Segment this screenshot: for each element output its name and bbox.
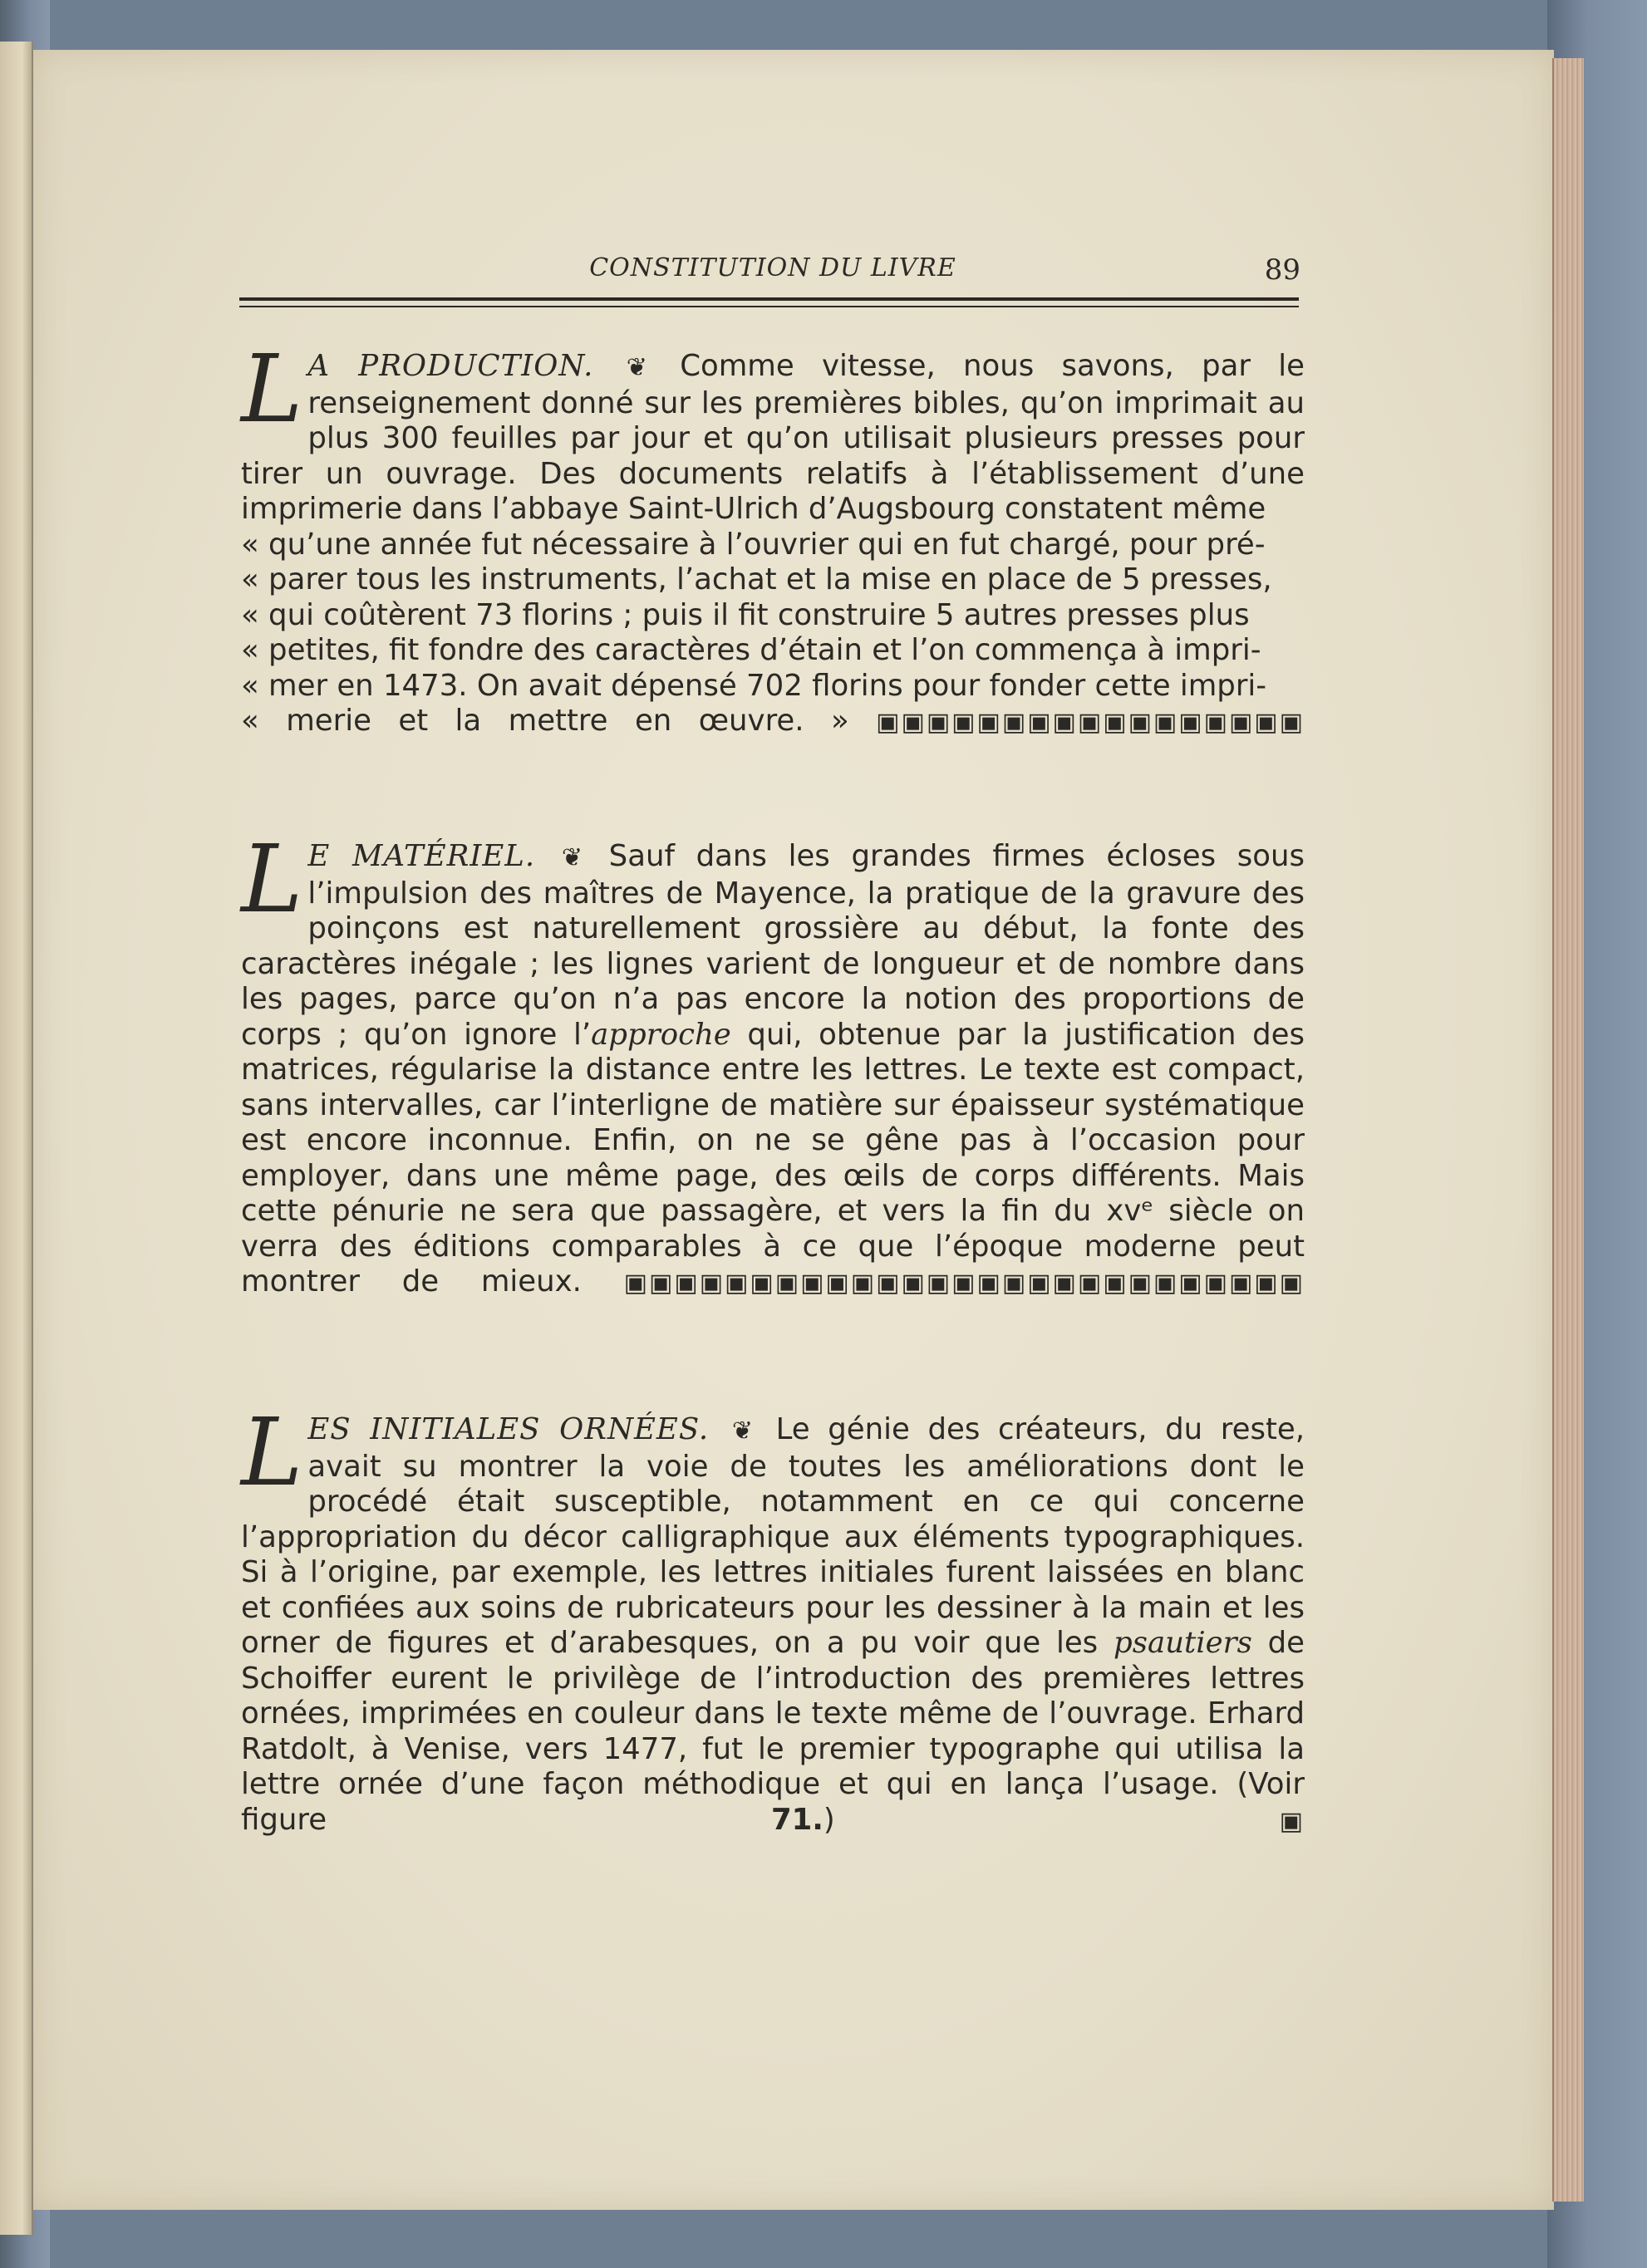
section-title: E MATÉRIEL. — [307, 839, 536, 873]
header-rule-thin — [239, 306, 1299, 307]
drop-cap-initial: L — [241, 826, 303, 934]
section-le-materiel — [241, 826, 1305, 1302]
page-number: 89 — [1264, 253, 1300, 287]
paragraph-text: Comme vitesse, nous savons, par le renseignement donné sur les premières bibles, qu’on imprimait au plus 300 feuilles par jour et qu’on utilisait plusieurs presses pour tirer un ouvrage. Des documents relatifs à l’établissement d’une imprimerie dans l’abbaye Saint-Ulrich d’Augsbourg constatent même — [241, 349, 1305, 526]
guillemet-icon: « — [241, 562, 259, 596]
leaf-ornament-icon: ❦ — [626, 353, 647, 382]
guillemet-icon: « — [241, 527, 259, 562]
header-rule-thick — [239, 297, 1299, 301]
quotation-block — [241, 528, 1305, 741]
section-title: ES INITIALES ORNÉES. — [307, 1412, 710, 1446]
square-ornament-row-icon: ▣▣▣▣▣▣▣▣▣▣▣▣▣▣▣▣▣▣▣▣▣▣▣▣▣▣▣ — [623, 1269, 1305, 1298]
drop-cap-initial: L — [241, 1399, 303, 1507]
paragraph-text: siècle on verra des éditions comparables à ce que l’époque moderne peut montrer de mieux. — [241, 1194, 1305, 1298]
quote-line: « qui coûtèrent 73 florins ; puis il fit construire 5 autres presses plus — [241, 597, 1250, 632]
square-ornament-row-icon: ▣▣▣▣▣▣▣▣▣▣▣▣▣▣▣▣▣ — [876, 708, 1305, 737]
paragraph-text: Sauf dans les grandes firmes écloses sous l’impulsion des maîtres de Mayence, la pratique de la gravure des poinçons est naturellement grossière au début, la fonte des caractères inégale ; les lignes varient de longueur et de nombre dans les pages, parce qu’on n’a pas encore la notion des proportions de corps ; qu’on ignore l’ — [241, 839, 1305, 1052]
italic-term: psautiers — [1114, 1626, 1252, 1660]
quote-line: « parer tous les instruments, l’achat et la mise en place de 5 presses, — [241, 562, 1272, 596]
section-title: A PRODUCTION. — [307, 349, 594, 383]
century-numeral: xvᵉ — [1106, 1194, 1154, 1228]
left-page-edge — [0, 42, 33, 2235]
drop-cap-initial: L — [241, 336, 303, 444]
guillemet-icon: « — [241, 633, 259, 667]
paragraph-text: ) — [823, 1802, 835, 1837]
page-block-edge — [1552, 58, 1584, 2202]
guillemet-icon: « — [241, 597, 259, 632]
paragraph-text: qui, obtenue par la justification des matrices, régularise la distance entre les lettres. Le texte est compact, sans intervalles, car l’interligne de matière sur épaisseur systématique est encore inconnue. Enfin, on ne se gêne pas à l’occasion pour employer, dans une même page, des œils de corps différents. Mais cette pénurie ne sera que passagère, et vers la fin du — [241, 1017, 1305, 1228]
running-title: CONSTITUTION DU LIVRE — [589, 253, 956, 282]
section-les-initiales-ornees — [241, 1399, 1305, 1839]
quote-line: « petites, fit fondre des caractères d’étain et l’on commença à impri- — [241, 633, 1261, 667]
quote-line: « qu’une année fut nécessaire à l’ouvrier qui en fut chargé, pour pré- — [241, 527, 1266, 562]
leaf-ornament-icon: ❦ — [561, 843, 583, 872]
italic-term: approche — [591, 1017, 731, 1052]
guillemet-icon: « — [241, 704, 259, 738]
paragraph-text: de Schoiffer eurent le privilège de l’introduction des premières lettres ornées, imprimées en couleur dans le texte même de l’ouvrage. Erhard Ratdolt, à Venise, vers 1477, fut le premier typographe qui utilisa la lettre ornée d’une façon méthodique et qui en lança l’usage. (Voir figure — [241, 1626, 1305, 1837]
leaf-ornament-icon: ❦ — [731, 1416, 753, 1446]
figure-reference: 71. — [770, 1802, 824, 1837]
square-ornament-icon: ▣ — [1279, 1806, 1305, 1836]
section-la-production — [241, 336, 1305, 741]
running-header — [241, 253, 1300, 290]
quote-line: « merie et la mettre en œuvre. » ▣▣▣▣▣▣▣▣▣▣▣▣▣▣▣▣▣ — [241, 704, 1305, 738]
quote-line: « mer en 1473. On avait dépensé 702 florins pour fonder cette impri- — [241, 668, 1267, 703]
guillemet-icon: « — [241, 668, 259, 703]
paragraph-text: Le génie des créateurs, du reste, avait su montrer la voie de toutes les améliorations dont le procédé était susceptible, notamment en ce qui concerne l’appropriation du décor calligraphique aux éléments typographiques. Si à l’origine, par exemple, les lettres initiales furent laissées en blanc et confiées aux soins de rubricateurs pour les dessiner à la main et les orner de figures et d’arabesques, on a pu voir que les — [241, 1412, 1305, 1660]
